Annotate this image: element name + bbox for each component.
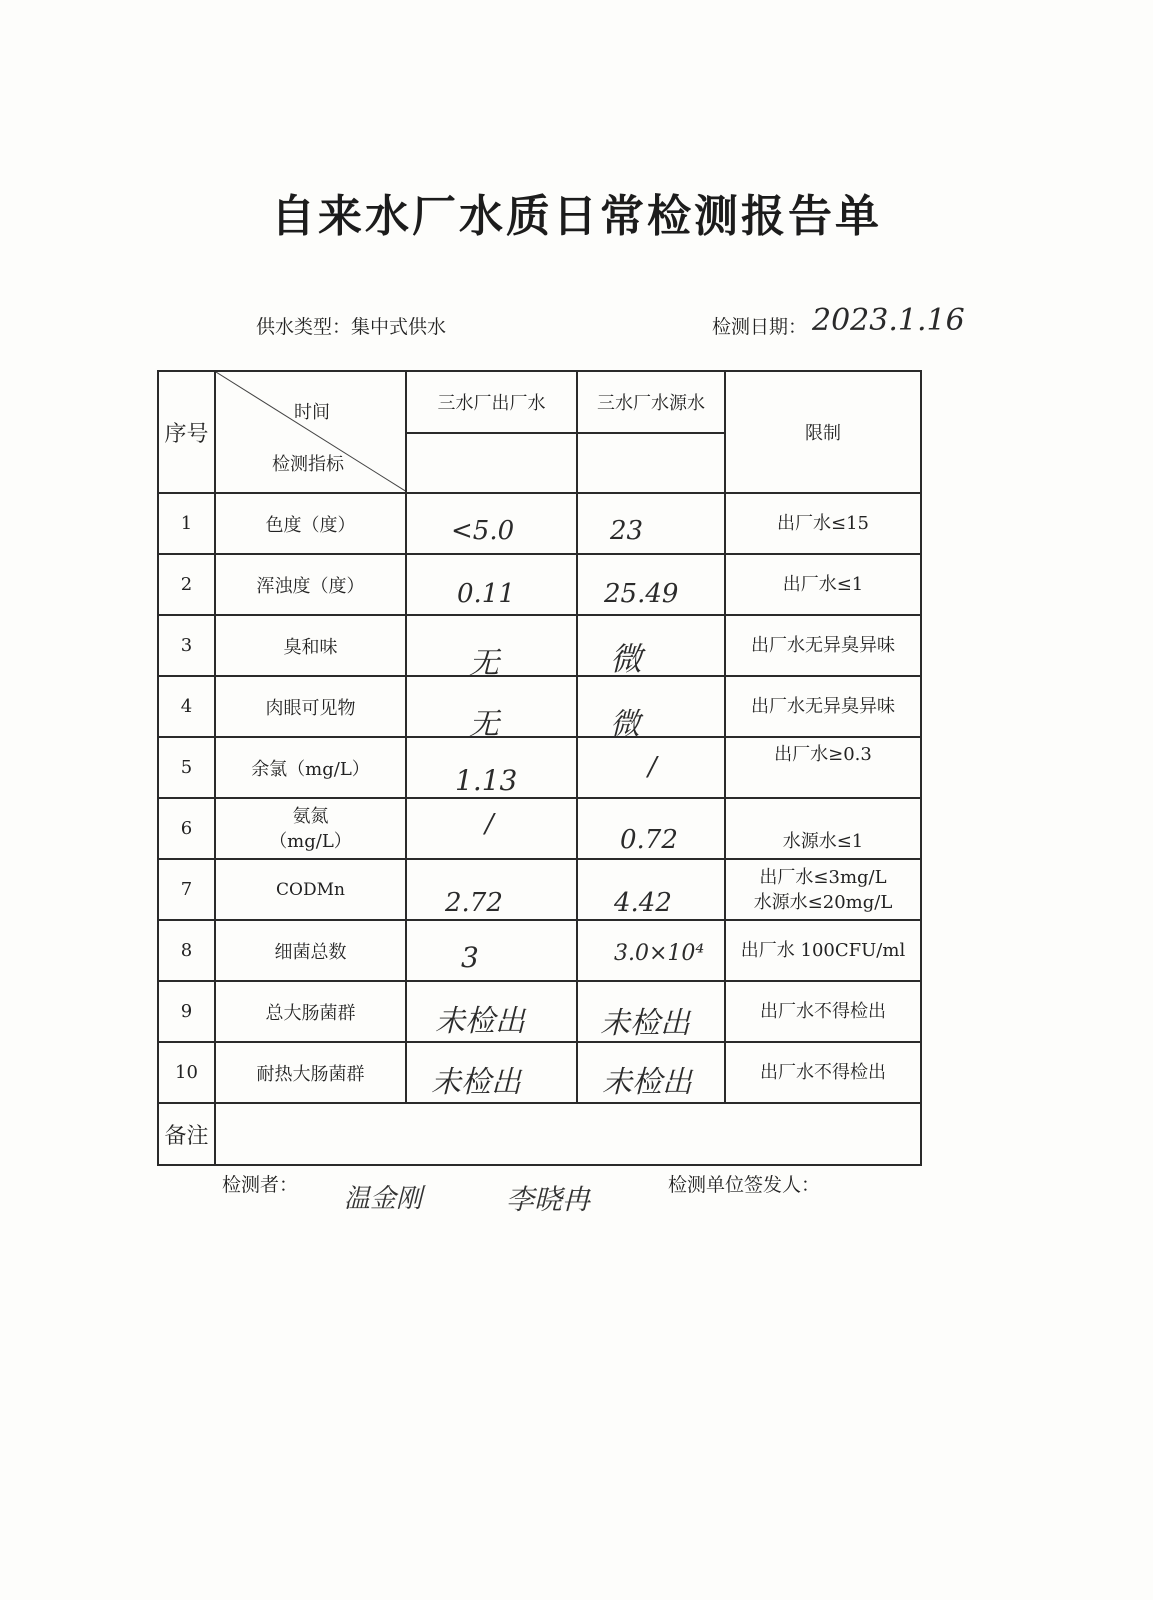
row-no: 3: [158, 615, 215, 676]
page-title: 自来水厂水质日常检测报告单: [271, 191, 882, 242]
row-limit: 水源水≤1: [725, 798, 921, 859]
row-source-value: 未检出: [602, 1065, 692, 1100]
row-item: 耐热大肠菌群: [215, 1042, 406, 1103]
row-outlet-value: 未检出: [435, 1004, 525, 1039]
row-item-unit: （mg/L）: [269, 830, 352, 852]
row-outlet-cell: [406, 676, 577, 742]
row-outlet-value: <5.0: [451, 516, 515, 546]
row-source-cell: [577, 554, 725, 615]
table-row: [158, 1042, 921, 1103]
row-item: 氨氮: [292, 805, 329, 827]
row-item: 臭和味: [215, 615, 406, 676]
row-outlet-value: 未检出: [431, 1065, 521, 1100]
row-item: 细菌总数: [215, 920, 406, 981]
header-limit: 限制: [725, 371, 921, 493]
row-item: 总大肠菌群: [215, 981, 406, 1042]
row-source-cell: [577, 859, 725, 920]
row-no: 10: [158, 1042, 215, 1103]
remark-row: [158, 1103, 921, 1165]
header-index: 序号: [158, 371, 215, 493]
row-source-value: 微: [610, 707, 640, 742]
remark-label: 备注: [158, 1103, 215, 1165]
table-row: [158, 737, 921, 798]
row-no: 4: [158, 676, 215, 737]
header-source: 三水厂水源水: [577, 371, 725, 433]
row-outlet-cell: [406, 737, 577, 798]
supply-type-value: 集中式供水: [351, 316, 447, 338]
supply-type-label: 供水类型：: [256, 316, 352, 338]
table-row: [158, 615, 921, 676]
table-row: [158, 981, 921, 1042]
row-no: 5: [158, 737, 215, 798]
row-outlet-value: 无: [469, 707, 499, 742]
row-source-cell: [577, 676, 725, 742]
header-diagonal: [215, 371, 406, 493]
row-outlet-value: 无: [469, 646, 499, 681]
report-table: [157, 370, 922, 1166]
test-date: [712, 312, 807, 339]
row-outlet-value: 2.72: [445, 888, 503, 918]
date-value: 2023.1.16: [812, 303, 965, 338]
row-limit: 出厂水不得检出: [725, 981, 921, 1042]
row-source-value: 3.0×10⁴: [614, 941, 705, 966]
row-outlet-value: /: [485, 809, 494, 839]
row-source-cell: [577, 493, 725, 554]
row-limit: 出厂水≤15: [725, 493, 921, 554]
header-source-blank: [577, 433, 725, 493]
row-limit: 出厂水不得检出: [725, 1042, 921, 1103]
remark-content: [215, 1103, 921, 1165]
row-limit-cell: [725, 859, 921, 920]
row-limit: 出厂水≤1: [725, 554, 921, 615]
row-outlet-cell: [406, 554, 577, 615]
row-source-cell: [577, 737, 725, 798]
row-outlet-value: 1.13: [455, 764, 518, 797]
row-limit-2: 水源水≤20mg/L: [753, 891, 893, 913]
table-row: [158, 859, 921, 920]
table-row: [158, 798, 921, 859]
row-outlet-cell: [406, 493, 577, 554]
row-outlet-cell: [406, 859, 577, 920]
inspector-label: 检测者：: [222, 1174, 299, 1196]
header-outlet-blank: [406, 433, 577, 493]
row-limit: 出厂水≥0.3: [725, 737, 921, 798]
row-outlet-cell: [406, 1042, 577, 1103]
row-limit: 出厂水无异臭异味: [725, 676, 921, 737]
row-item: 余氯（mg/L）: [215, 737, 406, 798]
date-label: 检测日期：: [712, 316, 808, 338]
supply-type: [256, 312, 446, 339]
row-item: CODMn: [215, 859, 406, 920]
row-source-value: 微: [610, 640, 643, 678]
row-no: 8: [158, 920, 215, 981]
inspector-signature-1: 温金刚: [344, 1184, 423, 1214]
diag-indicator-label: 检测指标: [272, 454, 344, 475]
row-outlet-cell: [406, 920, 577, 981]
row-item: 色度（度）: [215, 493, 406, 554]
row-source-value: 4.42: [614, 888, 672, 918]
row-no: 7: [158, 859, 215, 920]
table-row: [158, 676, 921, 737]
row-source-cell: [577, 981, 725, 1042]
row-item: 浑浊度（度）: [215, 554, 406, 615]
row-source-cell: [577, 920, 725, 981]
row-item: 肉眼可见物: [215, 676, 406, 737]
row-outlet-cell: [406, 615, 577, 681]
row-no: 2: [158, 554, 215, 615]
issuer-label: 检测单位签发人：: [668, 1174, 821, 1196]
table-row: [158, 920, 921, 981]
row-no: 9: [158, 981, 215, 1042]
table-row: [158, 554, 921, 615]
table-row: [158, 493, 921, 554]
row-source-cell: [577, 615, 725, 676]
diag-time-label: 时间: [294, 402, 330, 423]
row-outlet-value: 3: [461, 941, 479, 974]
header-row: [158, 371, 921, 433]
row-source-value: 0.72: [620, 825, 678, 855]
row-item-cell: [215, 798, 406, 859]
inspector-signature-2: 李晓冉: [506, 1183, 591, 1216]
row-outlet-cell: [406, 798, 577, 859]
row-source-value: 23: [610, 516, 644, 546]
row-no: 1: [158, 493, 215, 554]
row-outlet-cell: [406, 981, 577, 1042]
row-source-value: /: [648, 752, 657, 782]
row-source-cell: [577, 798, 725, 859]
row-no: 6: [158, 798, 215, 859]
row-source-value: 未检出: [600, 1006, 690, 1041]
row-outlet-value: 0.11: [457, 579, 515, 609]
row-limit: 出厂水 100CFU/ml: [725, 920, 921, 981]
header-outlet: 三水厂出厂水: [406, 371, 577, 433]
row-source-cell: [577, 1042, 725, 1103]
row-limit: 出厂水无异臭异味: [725, 615, 921, 676]
row-source-value: 25.49: [604, 579, 679, 609]
row-limit: 出厂水≤3mg/L: [759, 866, 887, 888]
